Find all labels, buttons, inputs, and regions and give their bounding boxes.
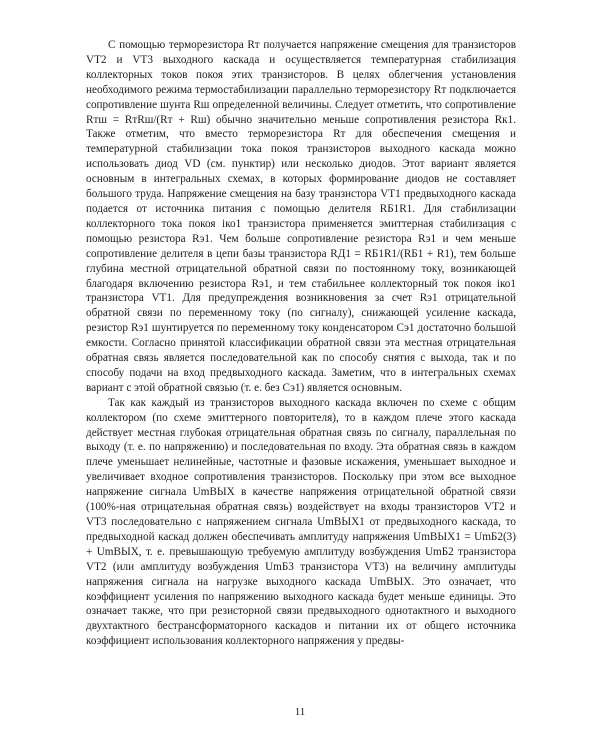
paragraph-thermistor-bias: С помощью терморезистора Rт получается напряжение смещения для транзисторов VT2 и VT3 выходного каскада и осуществляется температурная стабилизация коллекторных токов покоя этих транзисторов. В целях облегчения установления необходимого режима термостабилизации параллельно терморезистору Rт подключается сопротивление шунта Rш определенной величины. Следует отметить, что сопротивление Rтш = RтRш/(Rт + Rш) обычно значительно меньше сопротивления резистора Rк1. Также отметим, что вместо терморезистора Rт для обеспечения смещения и температурной стабилизации тока покоя транзисторов выходного каскада можно использовать диод VD (см. пунктир) или несколько диодов. Этот вариант является основным в интегральных схемах, в которых формирование диодов не составляет большого труда. Напряжение смещения на базу транзистора VT1 предвыходного каскада подается от источника питания с помощью делителя RБ1R1. Для стабилизации коллекторного тока покоя iко1 транзистора применяется эмиттерная стабилизация с помощью резистора Rэ1. Чем больше сопротивление резистора Rэ1 и чем меньше сопротивление делителя в цепи базы транзистора RД1 = RБ1R1/(RБ1 + R1), тем больше глубина местной отрицательной обратной связи по постоянному току, возникающей благодаря включению резистора Rэ1, и тем стабильнее коллекторный ток покоя iко1 транзистора VT1. Для предупреждения возникновения за счет Rэ1 отрицательной обратной связи по переменному току (по сигналу), снижающей усиление каскада, резистор Rэ1 шунтируется по переменному току конденсатором Сэ1 достаточно большой емкости. Согласно принятой классификации обратной связи эта местная отрицательная обратная связь является последовательной как по способу снятия с выхода, так и по способу подачи на вход предвыходного каскада. Заметим, что в интегральных схемах вариант с этой обратной связью (т. е. без Сэ1) является основным. [86,39,516,394]
page-number: 11 [294,706,306,718]
document-body [86,38,516,649]
paragraph-common-collector: Так как каждый из транзисторов выходного каскада включен по схеме с общим коллектором (по схеме эмиттерного повторителя), то в каждом плече этого каскада действует местная глубокая отрицательная обратная связь по сигналу, параллельная по выходу (т. е. по напряжению) и последовательная по входу. Эта обратная связь в каждом плече уменьшает нелинейные, частотные и фазовые искажения, уменьшает выходное и увеличивает входное сопротивления транзисторов. Поскольку при этом все выходное напряжение сигнала UmВЫХ в качестве напряжения отрицательной обратной связи (100%-ная отрицательная обратная связь) воздействует на входы транзисторов VT2 и VT3 последовательно с напряжением сигнала UmВЫХ1 от предвыходного каскада, то предвыходной каскад должен обеспечивать амплитуду напряжения UmВЫХ1 = UmБ2(3) + UmВЫХ, т. е. превышающую требуемую амплитуду возбуждения UmБ2 транзистора VT2 (или амплитуду возбуждения UmБ3 транзистора VT3) на величину амплитуды напряжения сигнала на нагрузке выходного каскада UmВЫХ. Это означает, что коэффициент усиления по напряжению выходного каскада будет меньше единицы. Это означает также, что при резисторной связи предвыходного однотактного и выходного двухтактного бестрансформаторного каскадов и питании их от общего источника коэффициент использования коллекторного напряжения у предвы- [86,396,516,648]
